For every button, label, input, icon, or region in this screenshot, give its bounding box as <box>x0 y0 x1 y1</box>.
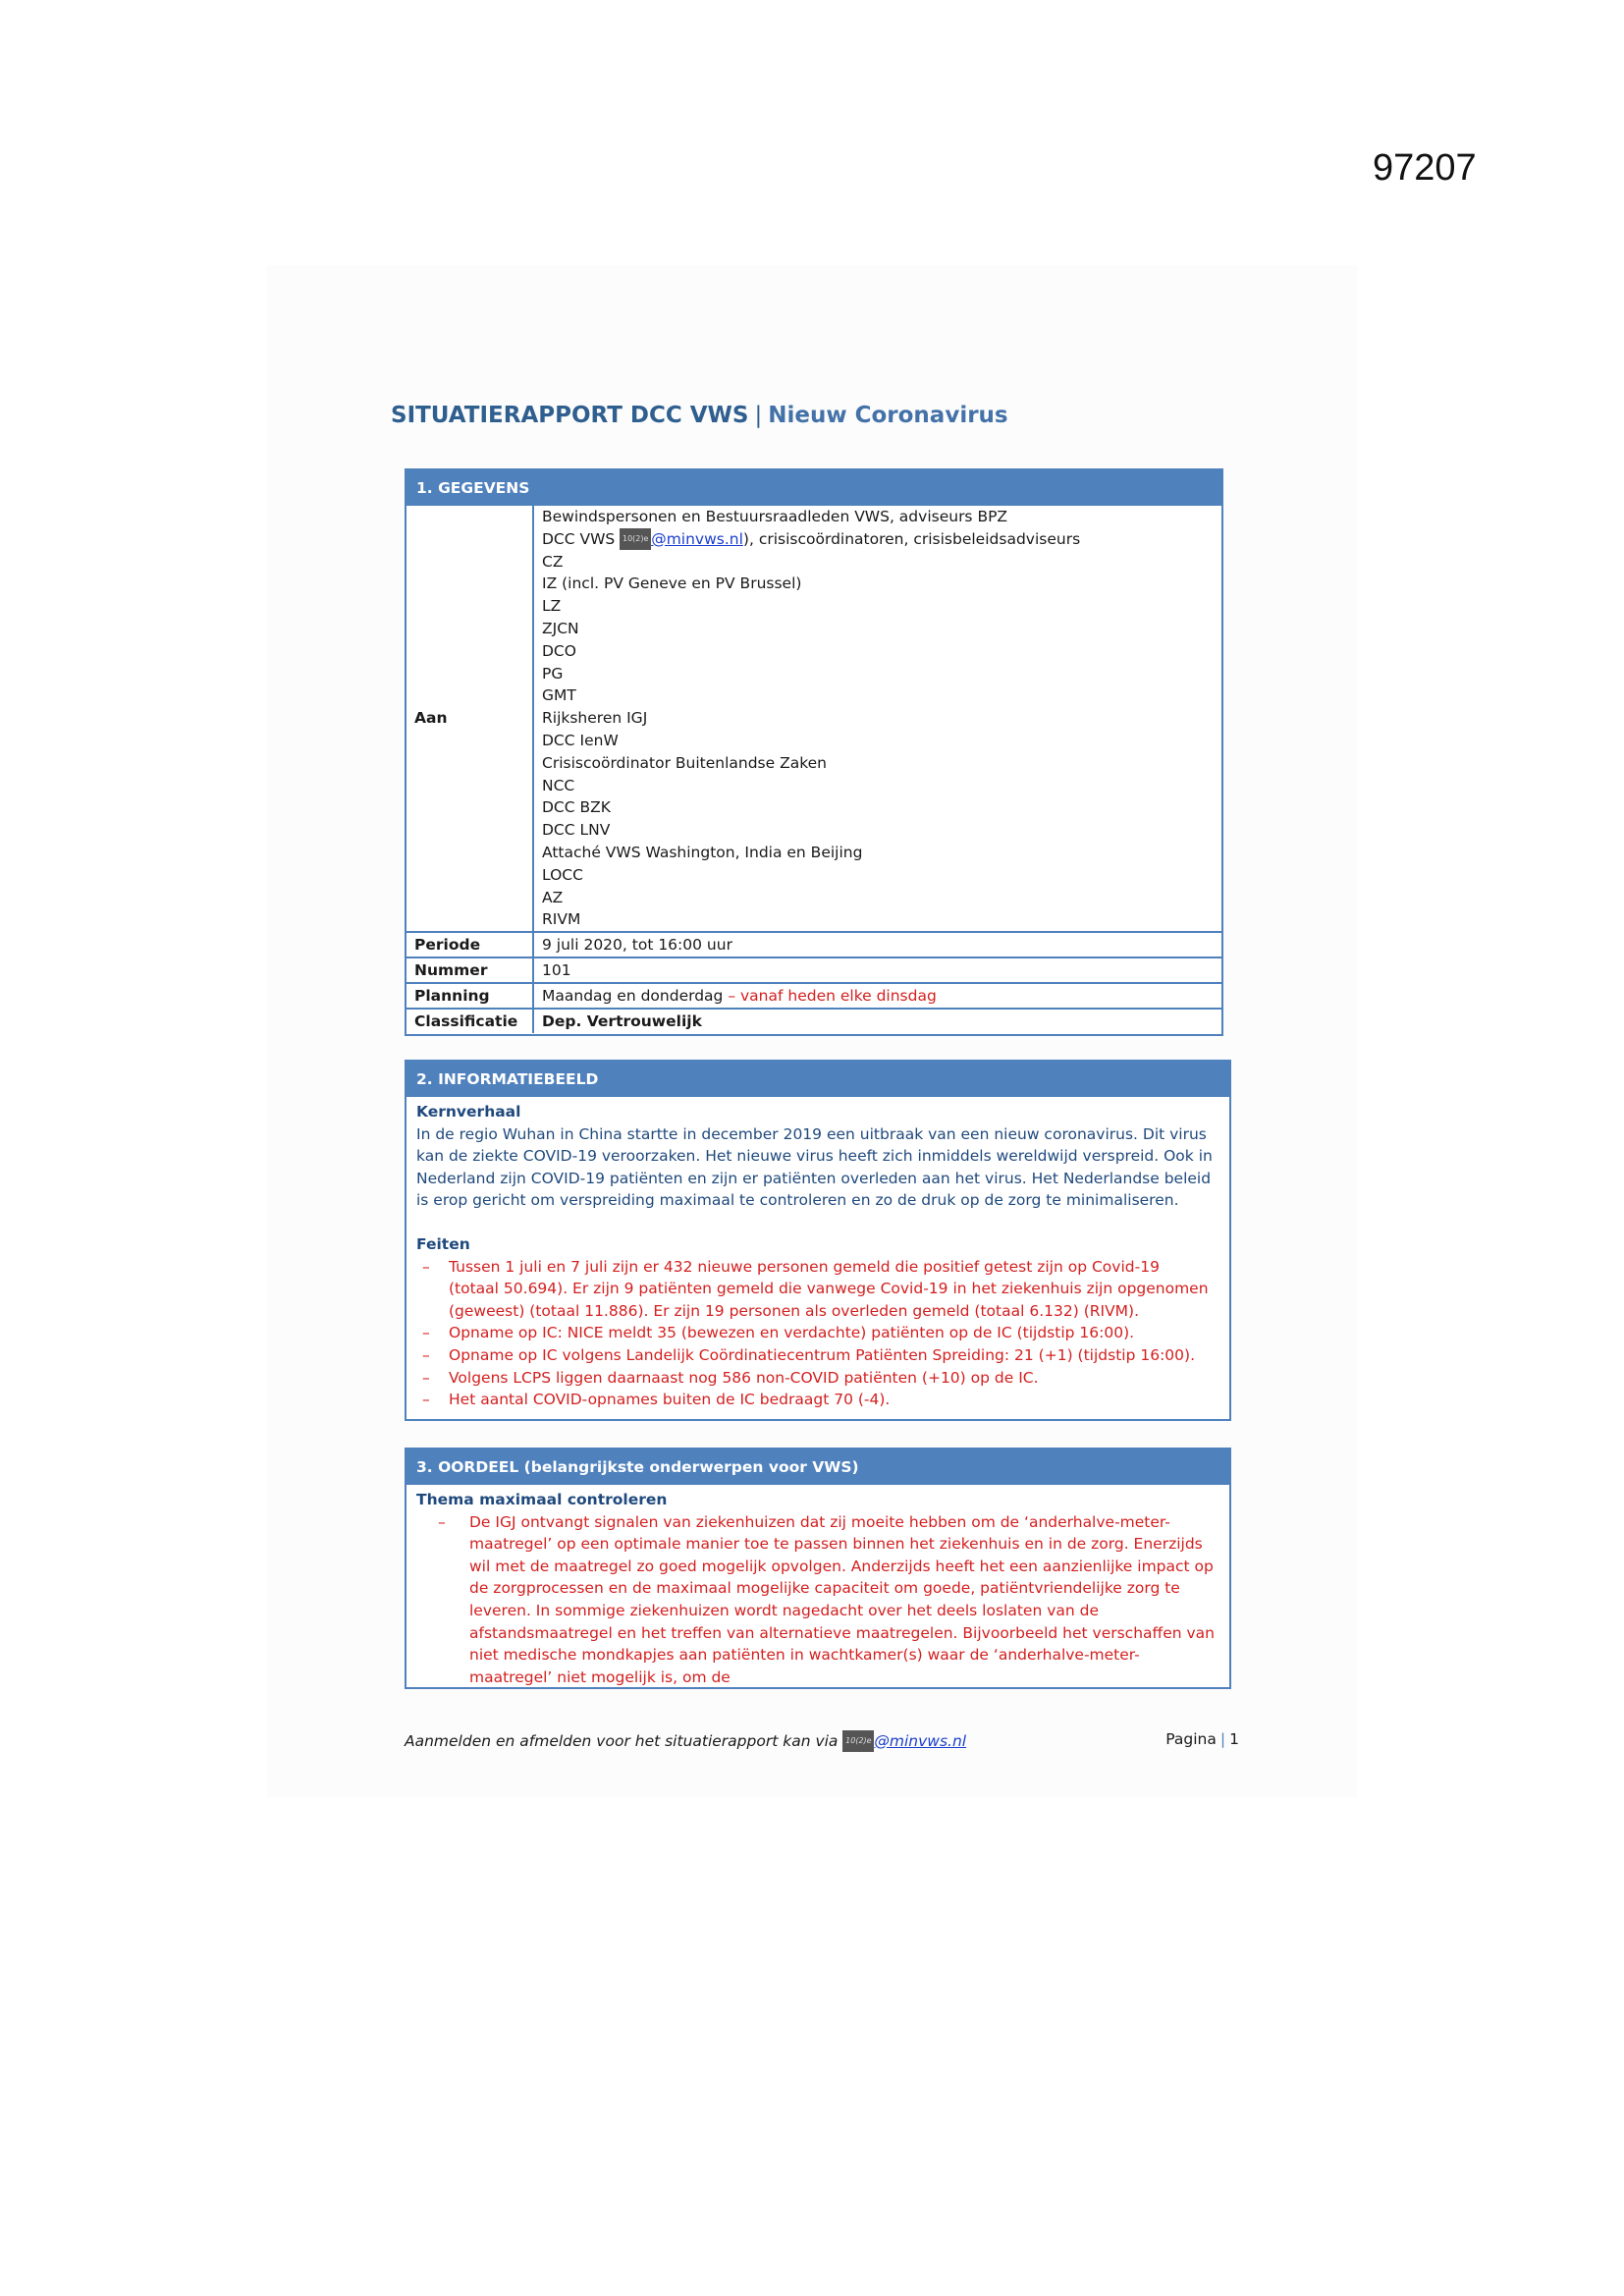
feiten-list <box>406 1256 1229 1411</box>
table-row <box>406 1009 1221 1033</box>
report-title-sub: Nieuw Coronavirus <box>768 403 1008 428</box>
title-separator: | <box>754 403 763 428</box>
aan-recipients <box>533 506 1221 932</box>
table-row <box>406 932 1221 957</box>
recipient-line: LZ <box>542 597 562 616</box>
planning-label: Planning <box>406 983 533 1009</box>
recipient-line: DCC BZK <box>542 798 611 817</box>
recipient-line <box>542 528 1214 551</box>
page-separator: | <box>1219 1730 1226 1748</box>
recipient-line: PG <box>542 664 564 683</box>
thema-title: Thema maximaal controleren <box>416 1491 668 1508</box>
redaction-block: 10(2)e <box>620 528 651 550</box>
kernverhaal-title: Kernverhaal <box>416 1103 521 1121</box>
nummer-label: Nummer <box>406 957 533 983</box>
recipient-line: DCO <box>542 641 576 660</box>
page-footer <box>405 1730 1239 1752</box>
recipient-line: RIVM <box>542 910 581 929</box>
nummer-value: 101 <box>533 957 1221 983</box>
recipient-line: ZJCN <box>542 619 579 637</box>
footer-email-link[interactable]: @minvws.nl <box>874 1731 967 1750</box>
table-row <box>406 983 1221 1009</box>
report-title <box>391 403 1008 428</box>
recipient-line: LOCC <box>542 865 583 884</box>
recipient-line: DCC LNV <box>542 821 611 840</box>
section-header: 3. OORDEEL (belangrijkste onderwerpen voor VWS) <box>406 1449 1229 1485</box>
list-item: – Het aantal COVID-opnames buiten de IC bedraagt 70 (-4). <box>416 1389 1214 1411</box>
section-gegevens <box>405 468 1223 1036</box>
recipient-line: AZ <box>542 888 564 906</box>
recipient-line: Bewindspersonen en Bestuursraadleden VWS, adviseurs BPZ <box>542 508 1008 525</box>
report-title-main: SITUATIERAPPORT DCC VWS <box>391 403 749 428</box>
footer-text <box>405 1732 966 1750</box>
page-label: Pagina <box>1165 1730 1217 1748</box>
redaction-block: 10(2)e <box>842 1730 874 1752</box>
recipient-list <box>542 551 1214 932</box>
recipient-line: GMT <box>542 686 576 705</box>
periode-value: 9 juli 2020, tot 16:00 uur <box>533 932 1221 957</box>
recipient-line: DCC IenW <box>542 731 619 749</box>
recipient-line: Attaché VWS Washington, India en Beijing <box>542 843 863 861</box>
planning-value <box>533 983 1221 1009</box>
page-number <box>1165 1730 1239 1748</box>
list-item: – Opname op IC volgens Landelijk Coördinatiecentrum Patiënten Spreiding: 21 (+1) (tijdstip 16:00). <box>416 1344 1214 1367</box>
gegevens-table <box>406 506 1221 1033</box>
recipient-prefix: DCC VWS <box>542 529 621 548</box>
recipient-line: Crisiscoördinator Buitenlandse Zaken <box>542 753 827 772</box>
document-number: 97207 <box>1373 147 1477 189</box>
recipient-line: Rijksheren IGJ <box>542 709 648 728</box>
aan-label: Aan <box>406 506 533 932</box>
list-item: – Opname op IC: NICE meldt 35 (bewezen en verdachte) patiënten op de IC (tijdstip 16:00). <box>416 1322 1214 1344</box>
planning-change: – vanaf heden elke dinsdag <box>723 987 937 1006</box>
list-item: – Tussen 1 juli en 7 juli zijn er 432 nieuwe personen gemeld die positief getest zijn op Covid-19 (totaal 50.694). Er zijn 9 patiënten gemeld die vanwege Covid-19 in het ziekenhuis zijn opgenomen (geweest) (totaal 11.886). Er zijn 19 personen als overleden gemeld (totaal 6.132) (RIVM). <box>416 1256 1214 1323</box>
list-item: – De IGJ ontvangt signalen van ziekenhuizen dat zij moeite hebben om de ‘anderhalve-meter-maatregel’ op een optimale manier toe te passen binnen het ziekenhuis en in de zorg. Enerzijds wil met de maatregel zo goed mogelijk opvolgen. Anderzijds heeft het een aanzienlijke impact op de zorgprocessen en de maximaal mogelijke capaciteit om goede, patiëntvriendelijke zorg te leveren. In sommige ziekenhuizen wordt nagedacht over het deels loslaten van de afstandsmaatregel en het treffen van alternatieve maatregelen. Bijvoorbeeld het verschaffen van niet medische mondkapjes aan patiënten in wachtkamer(s) waar de ‘anderhalve-meter-maatregel’ niet mogelijk is, om de <box>469 1511 1219 1689</box>
recipient-line: NCC <box>542 776 575 794</box>
kernverhaal-text: In de regio Wuhan in China startte in december 2019 een uitbraak van een nieuw coronavirus. Dit virus kan de ziekte COVID-19 veroorzaken. Het nieuwe virus heeft zich inmiddels wereldwijd verspreid. Ook in Nederland zijn COVID-19 patiënten en zijn er patiënten overleden aan het virus. Het Nederlandse beleid is erop gericht om verspreiding maximaal te controleren en zo de druk op de zorg te minimaliseren. <box>416 1124 1213 1210</box>
table-row <box>406 506 1221 932</box>
periode-label: Periode <box>406 932 533 957</box>
classificatie-value: Dep. Vertrouwelijk <box>533 1009 1221 1033</box>
classificatie-label: Classificatie <box>406 1009 533 1033</box>
planning-text: Maandag en donderdag <box>542 987 724 1006</box>
recipient-line: CZ <box>542 552 564 571</box>
email-link[interactable]: @minvws.nl <box>651 529 743 548</box>
section-header: 2. INFORMATIEBEELD <box>406 1062 1229 1097</box>
page-number-value: 1 <box>1229 1730 1239 1748</box>
section-header: 1. GEGEVENS <box>406 470 1221 506</box>
feiten-title: Feiten <box>416 1234 470 1253</box>
section-oordeel <box>405 1448 1231 1689</box>
table-row <box>406 957 1221 983</box>
recipient-line: IZ (incl. PV Geneve en PV Brussel) <box>542 574 802 593</box>
list-item: – Volgens LCPS liggen daarnaast nog 586 non-COVID patiënten (+10) op de IC. <box>416 1367 1214 1390</box>
oordeel-list <box>406 1511 1229 1689</box>
recipient-suffix: ), crisiscoördinatoren, crisisbeleidsadviseurs <box>742 529 1081 548</box>
footer-prefix: Aanmelden en afmelden voor het situatierapport kan via <box>405 1731 843 1750</box>
section-informatiebeeld <box>405 1060 1231 1421</box>
